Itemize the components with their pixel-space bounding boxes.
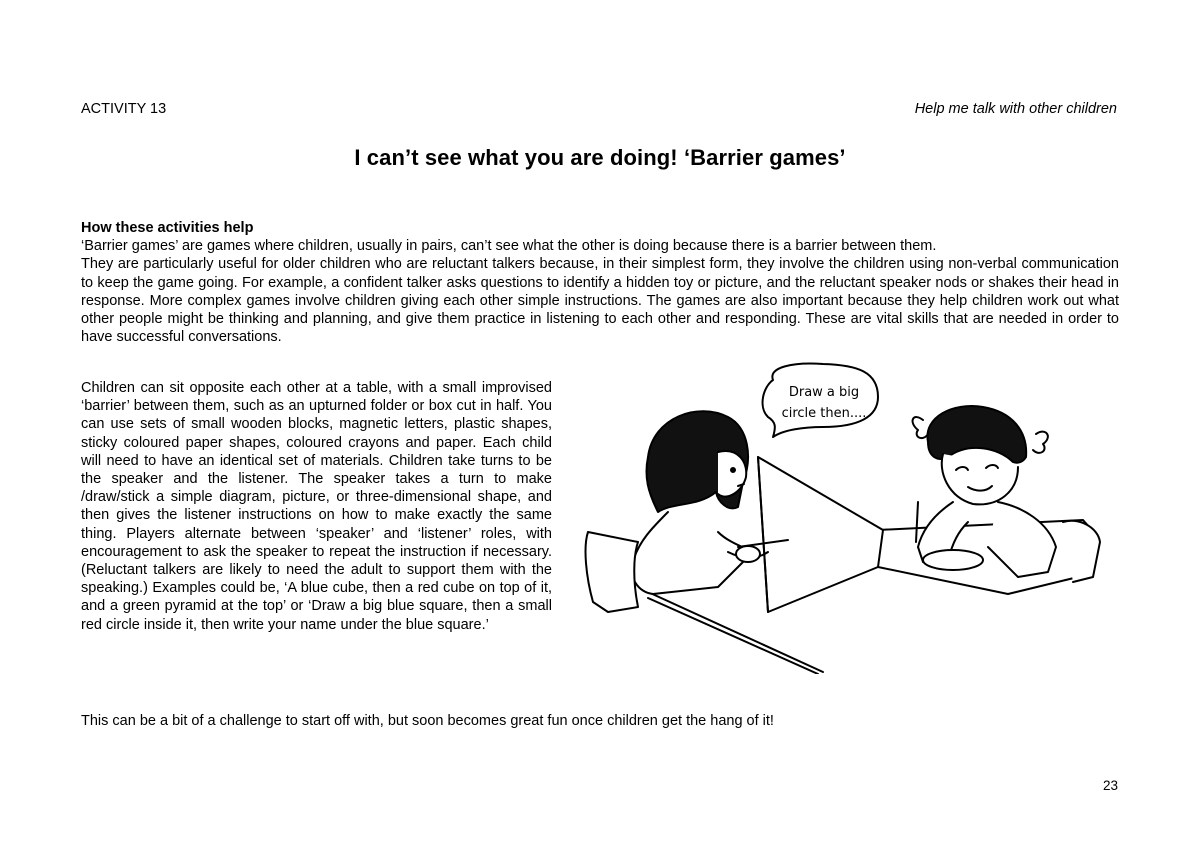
closing-sentence: This can be a bit of a challenge to start off with, but soon becomes great fun once children get the hang of it! [81, 713, 774, 729]
body-paragraph: Children can sit opposite each other at a table, with a small improvised ‘barrier’ between them, such as an upturned folder or box cut in half. You can use sets of small wooden blocks, magnetic letters, plastic shapes, sticky coloured paper shapes, coloured crayons and paper. Each child will need to have an identical set of materials. Children take turns to be the speaker and the listener. The speaker takes a turn to make /draw/stick a simple diagram, picture, or three-dimensional shape, and then gives the listener instructions on how to make exactly the same thing. Players alternate between ‘speaker’ and ‘listener’ roles, with encouragement to ask the speaker to repeat the instruction if necessary. (Reluctant talkers are likely to need the adult to support them with the speaking.) Examples could be, ‘A blue cube, then a red cube on top of it, and a green pyramid at the top’ or ‘Draw a big blue square, then a small red circle inside it, then write your name under the blue square.’ [81, 380, 552, 633]
barrier-game-illustration [578, 362, 1108, 674]
bubble-text-line1: Draw a big [788, 385, 860, 400]
bubble-text-line2: circle then.... [781, 406, 867, 421]
intro-heading: How these activities help [81, 220, 254, 236]
intro-paragraph-2: They are particularly useful for older children who are reluctant talkers because, in their simplest form, they involve the children using non-verbal communication to keep the game going. For example, a confident talker asks questions to identify a hidden toy or picture, and the reluctant speaker nods or shakes their head in response. More complex games involve children giving each other simple instructions. The games are also important because they help children work out what other people might be thinking and planning, and give them practice in listening to each other and responding. These are vital skills that are needed in order to have successful conversations. [81, 256, 1119, 346]
section-title: Help me talk with other children [914, 101, 1117, 117]
intro-paragraph-1: ‘Barrier games’ are games where children, usually in pairs, can’t see what the other is doing because there is a barrier between them. [81, 238, 937, 255]
page-number: 23 [1102, 778, 1118, 793]
activity-label: ACTIVITY 13 [81, 101, 167, 117]
intro-section [81, 219, 1119, 346]
page-title: I can’t see what you are doing! ‘Barrier games’ [354, 145, 846, 170]
